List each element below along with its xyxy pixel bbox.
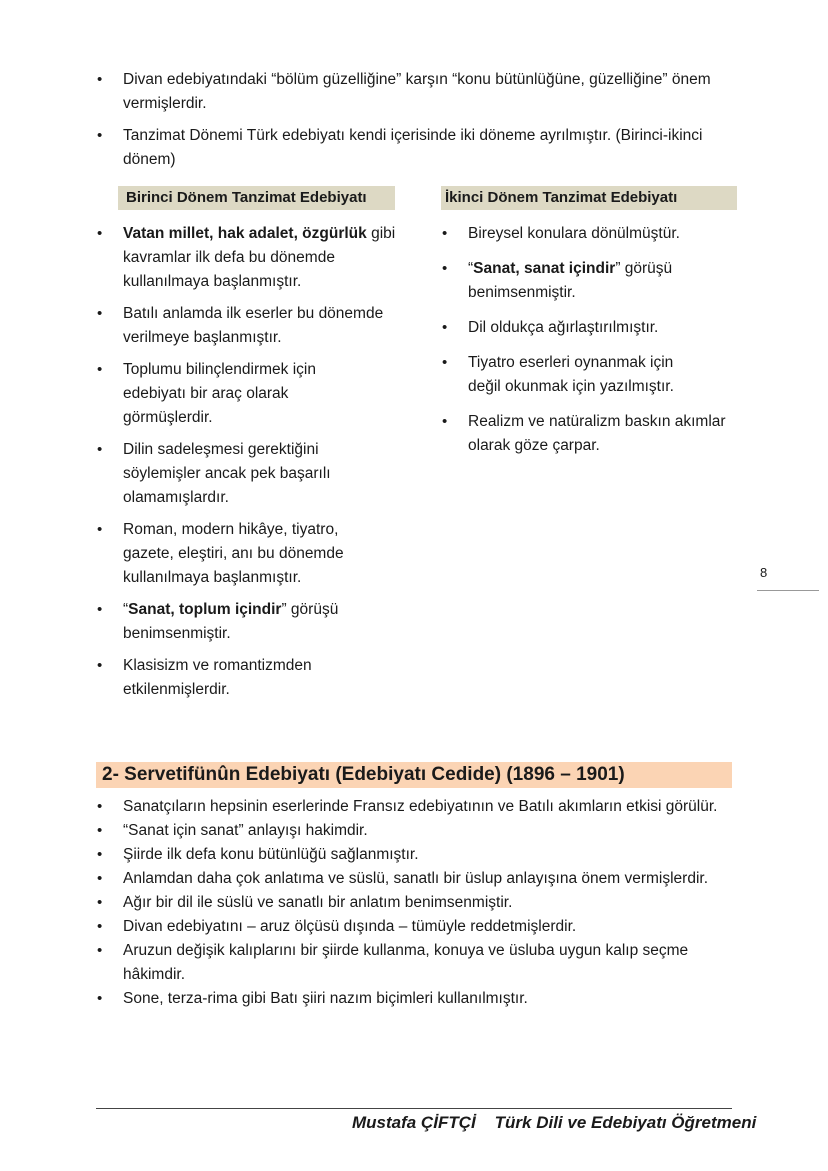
item-text: Klasisizm ve romantizmden etkilenmişlerdir.	[123, 657, 312, 698]
item-text: Dilin sadeleşmesi gerektiğini söylemişler ancak pek başarılı olamamışlardır.	[123, 441, 331, 506]
footer-rule	[96, 1108, 732, 1109]
list-item: • Divan edebiyatını – aruz ölçüsü dışında – tümüyle reddetmişlerdir.	[96, 915, 736, 939]
list-item	[441, 257, 741, 305]
list-item: • Anlamdan daha çok anlatıma ve süslü, sanatlı bir üslup anlayışına önem vermişlerdir.	[96, 867, 736, 891]
list-item: • “Sanat için sanat” anlayışı hakimdir.	[96, 819, 736, 843]
footer-role: Türk Dili ve Edebiyatı Öğretmeni	[494, 1113, 757, 1132]
left-column-heading: Birinci Dönem Tanzimat Edebiyatı	[118, 186, 395, 210]
list-item: • Aruzun değişik kalıplarını bir şiirde kullanma, konuya ve üsluba uygun kalıp seçme hâkimdir.	[96, 939, 736, 987]
list-item	[96, 302, 396, 350]
item-text: Bireysel konulara dönülmüştür.	[468, 225, 680, 242]
list-item	[96, 438, 396, 510]
item-bold: Sanat, sanat içindir	[473, 260, 616, 277]
list-item	[441, 410, 741, 458]
item-bold: Vatan millet, hak adalet, özgürlük	[123, 225, 367, 242]
list-item	[96, 654, 396, 702]
list-item: • Tanzimat Dönemi Türk edebiyatı kendi içerisinde iki döneme ayrılmıştır. (Birinci-ikinci dönem)	[96, 124, 736, 172]
list-item: • Ağır bir dil ile süslü ve sanatlı bir anlatım benimsenmiştir.	[96, 891, 736, 915]
item-text: Realizm ve natüralizm baskın akımlar olarak göze çarpar.	[468, 413, 726, 454]
right-column-list	[441, 222, 741, 458]
item-text: Roman, modern hikâye, tiyatro, gazete, eleştiri, anı bu dönemde kullanılmaya başlanmıştır.	[123, 521, 344, 586]
list-item: • Sone, terza-rima gibi Batı şiiri nazım biçimleri kullanılmıştır.	[96, 987, 736, 1011]
item-text: ” görüşü benimsenmiştir.	[123, 601, 339, 642]
list-item: • Divan edebiyatındaki “bölüm güzelliğine” karşın “konu bütünlüğüne, güzelliğine” önem vermişlerdir.	[96, 68, 736, 116]
list-item	[441, 351, 741, 399]
item-text: gibi kavramlar ilk defa bu dönemde kullanılmaya başlanmıştır.	[123, 225, 396, 290]
item-lead: “	[468, 260, 474, 277]
list-item	[96, 222, 396, 294]
page-number: 8	[760, 565, 768, 580]
list-item	[441, 316, 741, 340]
footer	[352, 1113, 756, 1133]
list-item: • Şiirde ilk defa konu bütünlüğü sağlanmıştır.	[96, 843, 736, 867]
section-title: 2- Servetifünûn Edebiyatı (Edebiyatı Cedide) (1896 – 1901)	[96, 762, 732, 788]
item-text: Tiyatro eserleri oynanmak için değil okunmak için yazılmıştır.	[468, 354, 674, 395]
list-item: • Sanatçıların hepsinin eserlerinde Fransız edebiyatının ve Batılı akımların etkisi görülür.	[96, 795, 736, 819]
intro-list	[96, 68, 736, 172]
list-item	[96, 358, 396, 430]
item-text: Toplumu bilinçlendirmek için edebiyatı bir araç olarak görmüşlerdir.	[123, 361, 316, 426]
list-item	[96, 598, 396, 646]
right-column-heading: İkinci Dönem Tanzimat Edebiyatı	[441, 186, 737, 210]
list-item	[441, 222, 741, 246]
section-list	[96, 795, 736, 1011]
page-number-rule	[757, 590, 819, 591]
item-bold: Sanat, toplum içindir	[128, 601, 282, 618]
list-item	[96, 518, 396, 590]
item-text: Dil oldukça ağırlaştırılmıştır.	[468, 319, 659, 336]
footer-author: Mustafa ÇİFTÇİ	[352, 1113, 476, 1132]
item-lead: “	[123, 601, 129, 618]
item-text: ” görüşü benimsenmiştir.	[468, 260, 673, 301]
left-column-list	[96, 222, 396, 702]
item-text: Batılı anlamda ilk eserler bu dönemde verilmeye başlanmıştır.	[123, 305, 384, 346]
